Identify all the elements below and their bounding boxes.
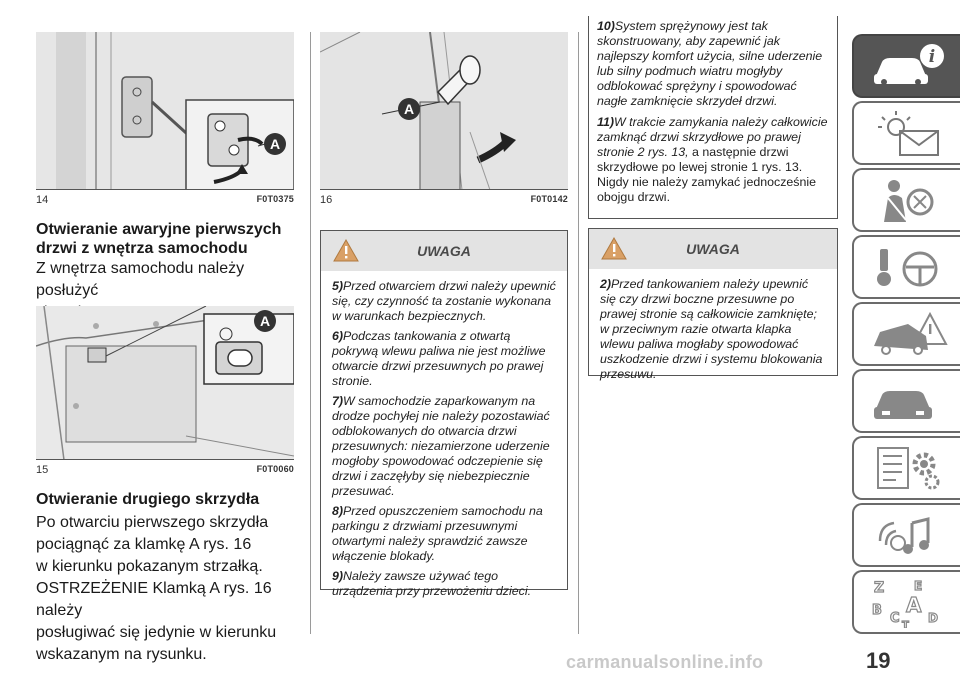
note-item-10-number: 10) (597, 19, 615, 33)
figure-15 (36, 306, 294, 460)
note-item-10-text: System sprężynowy jest tak skonstruowany, aby zapewnić jak najlepszy komfort użycia, silne uderzenie lub silny podmuch wiatru mogłyby odblokować sprężyny i spowodować nagłe zamknięcie skrzydeł drzwi. (597, 19, 823, 108)
svg-text:i: i (928, 47, 936, 67)
spec-sheet-gear-icon (870, 444, 950, 494)
note-item-11-number: 11) (597, 115, 614, 129)
alphabet-index-icon (870, 578, 950, 628)
figure-15-callout: A (254, 310, 276, 332)
figure-15-code: F0T0060 (256, 464, 294, 474)
warning-light-envelope-icon (870, 109, 950, 159)
note-item-11 (597, 115, 829, 205)
tab-technical-data[interactable] (852, 436, 960, 500)
page-number: 19 (866, 648, 891, 673)
car-maintenance-icon (870, 377, 950, 427)
warning-item-number: 2) (600, 277, 612, 291)
note-item-10 (597, 19, 829, 109)
crashed-car-icon (870, 310, 950, 360)
warning-item (600, 277, 826, 382)
svg-text:E: E (914, 579, 923, 593)
svg-text:B: B (872, 603, 882, 618)
warning-box-1-header (321, 231, 567, 271)
warning-box-2-body (589, 269, 837, 382)
tab-dashboard-lights-messages[interactable] (852, 101, 960, 165)
warning-box-2-title: UWAGA (686, 241, 740, 257)
section-1-body: Z wnętrza samochodu należy posłużyć (36, 260, 245, 299)
figure-16-callout: A (398, 98, 420, 120)
tab-index[interactable] (852, 570, 960, 634)
warning-item-text: Przed tankowaniem należy upewnić się czy drzwi boczne przesuwne po prawej stronie są całkowicie zamknięte; w przeciwnym razie otwarta klapka wlewu paliwa mogłaby spowodować uszkodzenie drzwi i systemu blokowania przesuwu. (600, 277, 823, 381)
tab-starting-driving[interactable] (852, 235, 960, 299)
warning-box-1 (320, 230, 568, 598)
warning-item-text: Przed otwarciem drzwi należy upewnić się, czy czynność ta zostanie wykonana w warunkach bezpiecznych. (332, 279, 556, 323)
column-divider-2 (578, 32, 579, 634)
warning-item-number: 8) (332, 504, 344, 518)
warning-item (332, 569, 556, 599)
warning-box-2 (588, 228, 838, 381)
notes-box (588, 16, 838, 219)
warning-item-text: Należy zawsze używać tego urządzenia przy przewożeniu dzieci. (332, 569, 532, 598)
watermark: carmanualsonline.info (566, 652, 764, 672)
warning-item (332, 329, 556, 389)
tab-car-info[interactable] (852, 34, 960, 98)
figure-16-code: F0T0142 (530, 194, 568, 204)
multimedia-music-icon (870, 511, 950, 561)
warning-box-1-title: UWAGA (417, 243, 471, 259)
svg-text:T: T (902, 620, 909, 628)
warning-item-number: 5) (332, 279, 344, 293)
warning-item-text: Podczas tankowania z otwartą pokrywą wlewu paliwa nie jest możliwe otwarcie drzwi przesuwnych po prawej stronie. (332, 329, 546, 388)
section-2-body: Po otwarciu pierwszego skrzydła pociągnąć za klamkę A rys. 16 w kierunku pokazanym strzałką. (36, 514, 269, 575)
tab-emergency[interactable] (852, 302, 960, 366)
figure-16-caption (320, 194, 568, 208)
figure-14 (36, 32, 294, 190)
figure-16-number: 16 (320, 194, 333, 206)
svg-text:Z: Z (874, 580, 885, 596)
note-item-11-italic: W trakcie zamykania należy całkowicie zamknąć drzwi skrzydłowe po prawej stronie 2 rys. 13, (597, 115, 828, 159)
warning-box-2-header (589, 229, 837, 269)
tab-multimedia[interactable] (852, 503, 960, 567)
seatbelt-airbag-icon (870, 176, 950, 226)
figure-16 (320, 32, 568, 190)
tab-maintenance[interactable] (852, 369, 960, 433)
warning-item-number: 7) (332, 394, 344, 408)
figure-14-code: F0T0375 (256, 194, 294, 204)
figure-15-caption (36, 464, 294, 478)
tab-safety[interactable] (852, 168, 960, 232)
figure-14-number: 14 (36, 194, 49, 206)
warning-box-1-body (321, 271, 567, 599)
warning-item (332, 394, 556, 499)
figure-14-caption (36, 194, 294, 208)
car-info-icon (870, 42, 950, 92)
figure-14-callout: A (264, 133, 286, 155)
warning-item (332, 279, 556, 324)
column-divider-1 (310, 32, 311, 634)
svg-text:C: C (890, 611, 900, 626)
section-2-title: Otwieranie drugiego skrzydła (36, 491, 260, 508)
svg-text:D: D (928, 611, 938, 625)
section-1-title: Otwieranie awaryjne pierwszych drzwi z wnętrza samochodu (36, 221, 282, 257)
warning-item-text: Przed opuszczeniem samochodu na parkingu z drzwiami przesuwnymi otwartymi należy sprawdzić zawsze włączenie blokady. (332, 504, 543, 563)
warning-item-number: 9) (332, 569, 344, 583)
svg-text:A: A (906, 593, 922, 617)
warning-item (332, 504, 556, 564)
warning-item-number: 6) (332, 329, 344, 343)
section-2-notice: OSTRZEŻENIE Klamką A rys. 16 należy posługiwać się jedynie w kierunku wskazanym na rysunku. (36, 580, 277, 663)
note-item-11-plain: a następnie drzwi skrzydłowe po lewej stronie 1 rys. 13. Nigdy nie należy zamykać jednocześnie obojgu drzwi. (597, 145, 817, 204)
figure-15-number: 15 (36, 464, 49, 476)
warning-item-text: W samochodzie zaparkowanym na drodze pochyłej nie należy pozostawiać odblokowanych do otwarcia drzwi przesuwnych: niezamierzone uderzenie mogłoby spowodować odczepienie się drzwi i zaczęłyby się niebezpiecznie przesuwać. (332, 394, 550, 498)
key-steering-wheel-icon (870, 243, 950, 293)
